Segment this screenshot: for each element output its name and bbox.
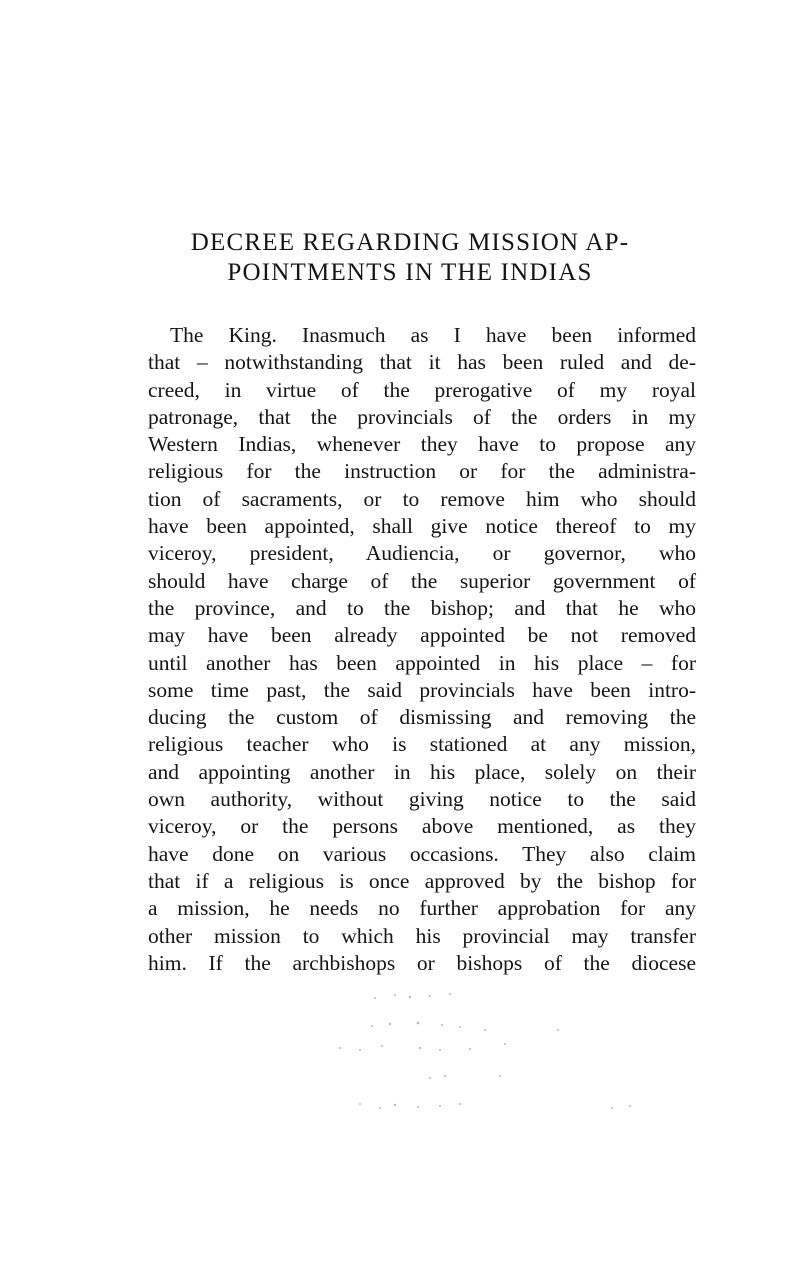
text-line: have done on various occasions. They also claim — [148, 841, 696, 866]
text-line: ducing the custom of dismissing and removing the — [148, 705, 696, 730]
text-line: and appointing another in his place, solely on their — [148, 759, 696, 784]
text-line: creed, in virtue of the prerogative of my royal — [148, 377, 696, 402]
text-line: tion of sacraments, or to remove him who should — [148, 486, 696, 511]
text-line: may have been already appointed be not removed — [148, 623, 696, 648]
text-line: other mission to which his provincial may transfer — [148, 923, 696, 948]
text-line: until another has been appointed in his place – for — [148, 650, 696, 675]
text-line: viceroy, or the persons above mentioned, as they — [148, 814, 696, 839]
text-line: religious for the instruction or for the administra- — [148, 459, 696, 484]
body-paragraph — [148, 322, 696, 977]
title-line-2: POINTMENTS IN THE INDIAS — [227, 259, 593, 286]
text-line: the province, and to the bishop; and that he who — [148, 595, 696, 620]
text-line: patronage, that the provincials of the orders in my — [148, 404, 696, 429]
text-line: The King. Inasmuch as I have been informed — [170, 323, 696, 347]
text-line: religious teacher who is stationed at any mission, — [148, 732, 696, 757]
text-line: own authority, without giving notice to the said — [148, 787, 696, 812]
text-line: viceroy, president, Audiencia, or governor, who — [148, 541, 696, 566]
title-line-1: DECREE REGARDING MISSION AP- — [190, 229, 630, 256]
text-line: him. If the archbishops or bishops of the diocese — [148, 950, 696, 975]
page-title — [140, 228, 680, 288]
text-line: Western Indias, whenever they have to propose any — [148, 432, 696, 457]
text-line: a mission, he needs no further approbation for any — [148, 896, 696, 921]
text-line: should have charge of the superior government of — [148, 568, 696, 593]
text-line: that – notwithstanding that it has been ruled and de- — [148, 350, 696, 375]
text-line: that if a religious is once approved by the bishop for — [148, 868, 696, 893]
text-line: some time past, the said provincials have been intro- — [148, 677, 696, 702]
text-line: have been appointed, shall give notice thereof to my — [148, 514, 696, 539]
scan-bleed-through — [300, 990, 660, 1120]
